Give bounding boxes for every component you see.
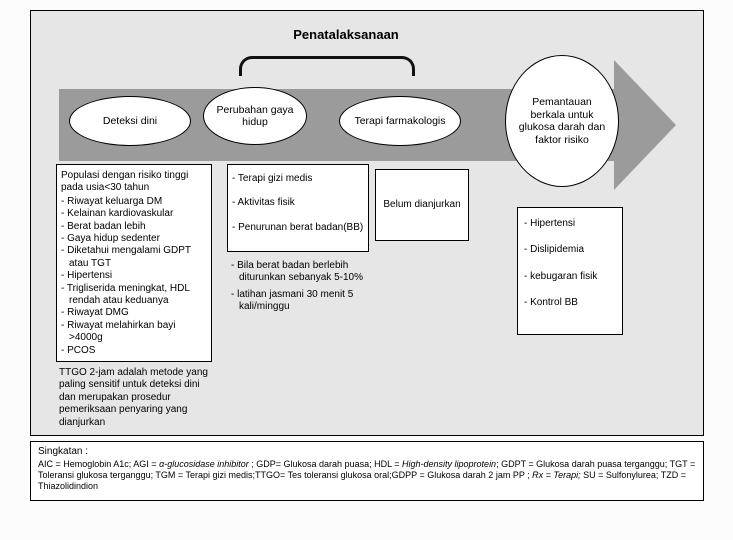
lifestyle-item: - Penurunan berat badan(BB) (232, 221, 364, 233)
risk-item: - Hipertensi (61, 270, 113, 282)
abbreviations-box (30, 441, 704, 501)
abbr-segment-italic: α-glucosidase inhibitor (159, 459, 249, 469)
detection-note: TTGO 2-jam adalah metode yang paling sensitif untuk deteksi dini dan merupakan prosedur pemeriksaan penyaring yang dianjurkan (59, 367, 208, 428)
lifestyle-item: - Aktivitas fisik (232, 197, 295, 209)
monitor-item: - kebugaran fisik (524, 270, 598, 282)
risk-item: - Riwayat DMG (61, 307, 129, 319)
abbr-segment: AIC = Hemoglobin A1c; AGI = (38, 459, 160, 469)
risk-item: - Riwayat melahirkan bayi >4000g (61, 319, 176, 344)
risk-item: - Gaya hidup sedenter (61, 233, 160, 245)
lifestyle-note-item: - Bila berat badan berlebih diturunkan sebanyak 5-10% (231, 260, 363, 283)
stage-terapi-farmakologis-label: Terapi farmakologis (354, 114, 446, 127)
abbreviations-text (38, 459, 696, 492)
stage-deteksi-dini (69, 96, 191, 146)
pharmacology-box-text: Belum dianjurkan (383, 198, 461, 210)
stage-pemantauan-berkala-label: Pemantauan berkala untuk glukosa darah dan faktor risiko (518, 96, 606, 146)
risk-item: - Diketahui mengalami GDPT atau TGT (61, 245, 191, 269)
pharmacology-box (375, 169, 469, 241)
risk-item: - PCOS (61, 344, 96, 356)
lifestyle-item: - Terapi gizi medis (232, 173, 313, 184)
abbr-segment-italic: Rx = Terapi; (532, 470, 581, 480)
lifestyle-intervention-box (227, 164, 369, 252)
brace-connector (239, 56, 415, 76)
monitor-item: - Hipertensi (524, 218, 576, 229)
risk-item: - Kelainan kardiovaskular (61, 208, 174, 220)
lifestyle-note-item: - latihan jasmani 30 menit 5 kali/minggu (231, 289, 354, 312)
stage-terapi-farmakologis (339, 96, 461, 146)
monitoring-box (517, 207, 623, 335)
management-diagram-panel (30, 10, 704, 436)
diagram-title: Penatalaksanaan (293, 27, 399, 42)
abbr-segment: SU = Sulfonylurea; TZD = Thiazolidindion (38, 470, 687, 491)
risk-item: - Berat badan lebih (61, 220, 146, 232)
monitor-item: - Dislipidemia (524, 244, 585, 256)
abbr-segment-italic: High-density lipoprotein (402, 459, 497, 469)
lifestyle-note (231, 260, 383, 318)
risk-population-header: Populasi dengan risiko tinggi pada usia<30 tahun (61, 170, 189, 194)
stage-perubahan-gaya-hidup (203, 87, 307, 145)
monitor-item: - Kontrol BB (524, 297, 578, 309)
stage-pemantauan-berkala (505, 55, 619, 187)
stage-deteksi-dini-label: Deteksi dini (102, 114, 158, 127)
abbreviations-label: Singkatan : (38, 446, 89, 457)
process-arrow-head-icon (614, 60, 676, 190)
risk-population-box (56, 164, 212, 362)
stage-perubahan-gaya-hidup-label: Perubahan gaya hidup (216, 103, 294, 128)
risk-item: - Trigliserida meningkat, HDL rendah atau keduanya (61, 282, 190, 307)
abbr-segment: ; GDPT = Glukosa darah puasa terganggu; TGT = Toleransi glukosa terganggu; TGM = Terapi gizi medis;TTGO= Tes toleransi glukosa oral;GDPP = Glukosa darah 2 jam PP ; (38, 459, 696, 480)
risk-item: - Riwayat keluarga DM (61, 195, 163, 207)
abbr-segment: ; GDP= Glukosa darah puasa; HDL = (248, 459, 403, 469)
